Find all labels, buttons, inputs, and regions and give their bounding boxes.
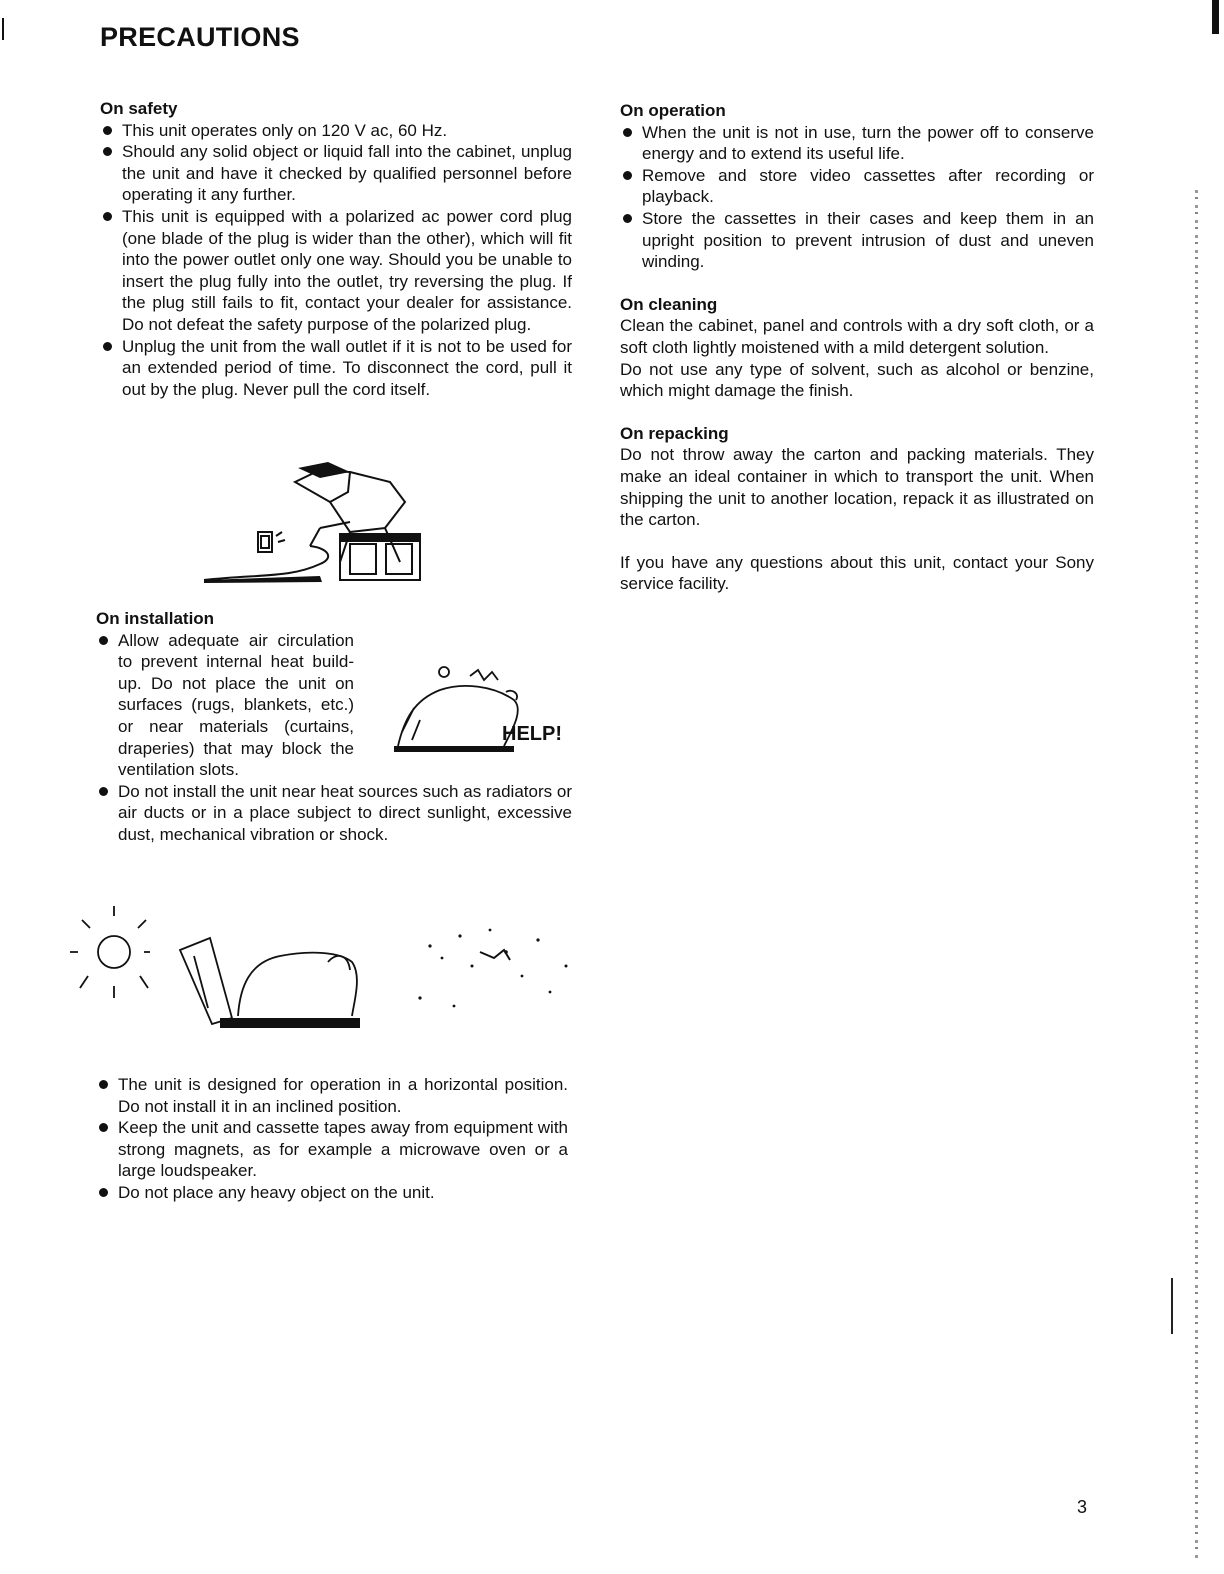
section-heading: On operation: [620, 101, 726, 120]
paragraph: Clean the cabinet, panel and controls with a dry soft cloth, or a soft cloth lightly moistened with a mild detergent solution.: [620, 316, 1094, 357]
list-item: Unplug the unit from the wall outlet if it is not to be used for an extended period of time. To disconnect the cord, pull it out by the plug. Never pull the cord itself.: [100, 336, 572, 401]
list-item: Allow adequate air circulation to prevent internal heat build-up. Do not place the unit on surfaces (rugs, blankets, etc.) or near materials (curtains, draperies) that may block the ventilation slots.: [96, 630, 354, 781]
list-item: This unit is equipped with a polarized ac power cord plug (one blade of the plug is wider than the other), which will fit into the power outlet only one way. Should you be unable to insert the plug fully into the outlet, try reversing the plug. If the plug still fails to fit, contact your dealer for assistance. Do not defeat the safety purpose of the polarized plug.: [100, 206, 572, 336]
scan-edge-mark: [1171, 1278, 1173, 1334]
page-number: 3: [1076, 1497, 1087, 1517]
scan-edge-mark: [1212, 0, 1219, 34]
section-heading: On repacking: [620, 423, 729, 443]
right-column: [620, 100, 1094, 595]
page-title: PRECAUTIONS: [100, 22, 300, 52]
list-item: Keep the unit and cassette tapes away from equipment with strong magnets, as for example a microwave oven or a large loudspeaker.: [96, 1117, 568, 1182]
section-heading: On cleaning: [620, 294, 718, 314]
contact-note: If you have any questions about this unit, contact your Sony service facility.: [620, 552, 1094, 594]
section-installation-continued: [96, 1074, 568, 1204]
list-item: Do not place any heavy object on the unit.: [96, 1182, 568, 1204]
list-item: Do not install the unit near heat sources such as radiators or air ducts or in a place subject to direct sunlight, excessive dust, mechanical vibration or shock.: [96, 781, 572, 846]
unplug-illustration: [200, 462, 430, 584]
bullet-list: [96, 1074, 568, 1204]
bullet-list: [100, 120, 572, 401]
scan-edge-mark: [2, 18, 4, 40]
bullet-list: [620, 122, 1094, 273]
list-item: Store the cassettes in their cases and keep them in an upright position to prevent intrusion of dust and uneven winding.: [620, 208, 1094, 273]
section-heading: On installation: [96, 609, 215, 628]
scan-edge-strip: [1195, 190, 1198, 1560]
list-item: The unit is designed for operation in a horizontal position. Do not install it in an inclined position.: [96, 1074, 568, 1117]
paragraph: Do not throw away the carton and packing materials. They make an ideal container in which to transport the unit. When shipping the unit to another location, repack it as illustrated on the carton.: [620, 445, 1094, 530]
help-caption: HELP!: [502, 723, 562, 745]
list-item: This unit operates only on 120 V ac, 60 Hz.: [100, 120, 572, 142]
paragraph: Do not use any type of solvent, such as alcohol or benzine, which might damage the finish.: [620, 359, 1094, 401]
list-item: Remove and store video cassettes after recording or playback.: [620, 165, 1094, 208]
list-item: Should any solid object or liquid fall into the cabinet, unplug the unit and have it checked by qualified personnel before operating it any further.: [100, 141, 572, 206]
section-safety: [100, 98, 572, 400]
list-item: When the unit is not in use, turn the power off to conserve energy and to extend its useful life.: [620, 122, 1094, 165]
covered-unit-illustration: [384, 660, 572, 760]
heat-dust-illustration: [70, 906, 590, 1036]
section-heading: On safety: [100, 99, 178, 118]
